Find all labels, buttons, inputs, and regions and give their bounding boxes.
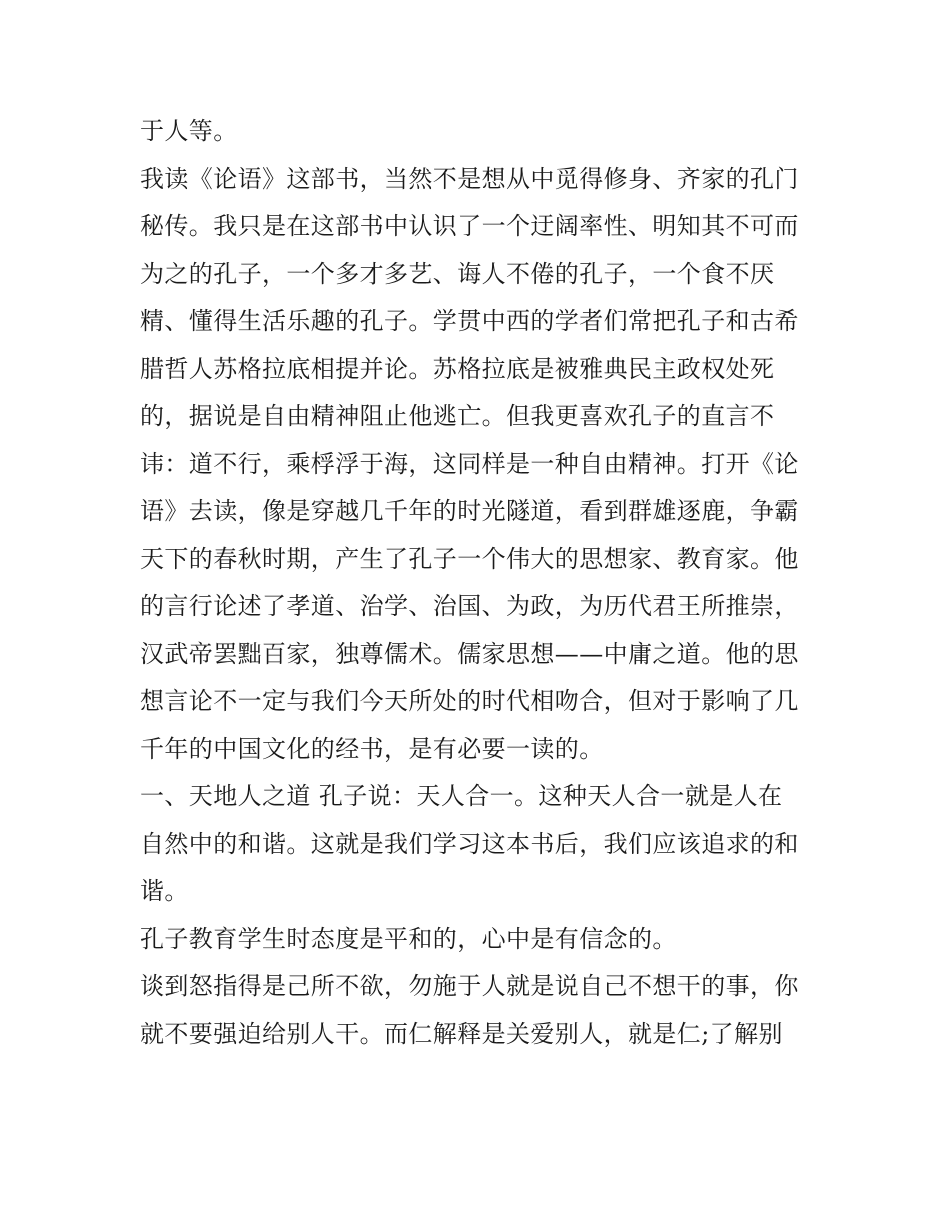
text-line: 天下的春秋时期，产生了孔子一个伟大的思想家、教育家。他 (140, 544, 799, 573)
text-line: 一、天地人之道 孔子说：天人合一。这种天人合一就是人在 (140, 782, 783, 810)
text-line: 秘传。我只是在这部书中认识了一个迂阔率性、明知其不可而 (140, 212, 799, 240)
text-line: 谐。 (140, 877, 189, 905)
text-line: 腊哲人苏格拉底相提并论。苏格拉底是被雅典民主政权处死 (140, 354, 775, 383)
text-line: 讳：道不行，乘桴浮于海，这同样是一种自由精神。打开《论 (140, 449, 799, 478)
text-line: 想言论不一定与我们今天所处的时代相吻合，但对于影响了几 (140, 687, 799, 715)
text-line: 千年的中国文化的经书，是有必要一读的。 (140, 734, 604, 763)
text-line: 就不要强迫给别人干。而仁解释是关爱别人，就是仁;了解别 (140, 1019, 783, 1048)
text-line: 为之的孔子，一个多才多艺、诲人不倦的孔子，一个食不厌 (140, 259, 775, 288)
text-line: 孔子教育学生时态度是平和的，心中是有信念的。 (140, 924, 677, 953)
text-line: 语》去读，像是穿越几千年的时光隧道，看到群雄逐鹿，争霸 (140, 497, 799, 525)
text-line: 于人等。 (140, 117, 238, 145)
text-line: 我读《论语》这部书，当然不是想从中觅得修身、齐家的孔门 (140, 164, 799, 193)
text-line: 谈到怒指得是己所不欲，勿施于人就是说自己不想干的事，你 (140, 972, 799, 1000)
text-line: 的，据说是自由精神阻止他逃亡。但我更喜欢孔子的直言不 (140, 402, 775, 430)
text-line: 自然中的和谐。这就是我们学习这本书后，我们应该追求的和 (140, 829, 799, 858)
text-line: 精、懂得生活乐趣的孔子。学贯中西的学者们常把孔子和古希 (140, 307, 799, 335)
text-line: 的言行论述了孝道、治学、治国、为政，为历代君王所推崇， (140, 592, 799, 620)
text-line: 汉武帝罢黜百家，独尊儒术。儒家思想——中庸之道。他的思 (140, 639, 799, 668)
document-body (140, 108, 820, 1058)
